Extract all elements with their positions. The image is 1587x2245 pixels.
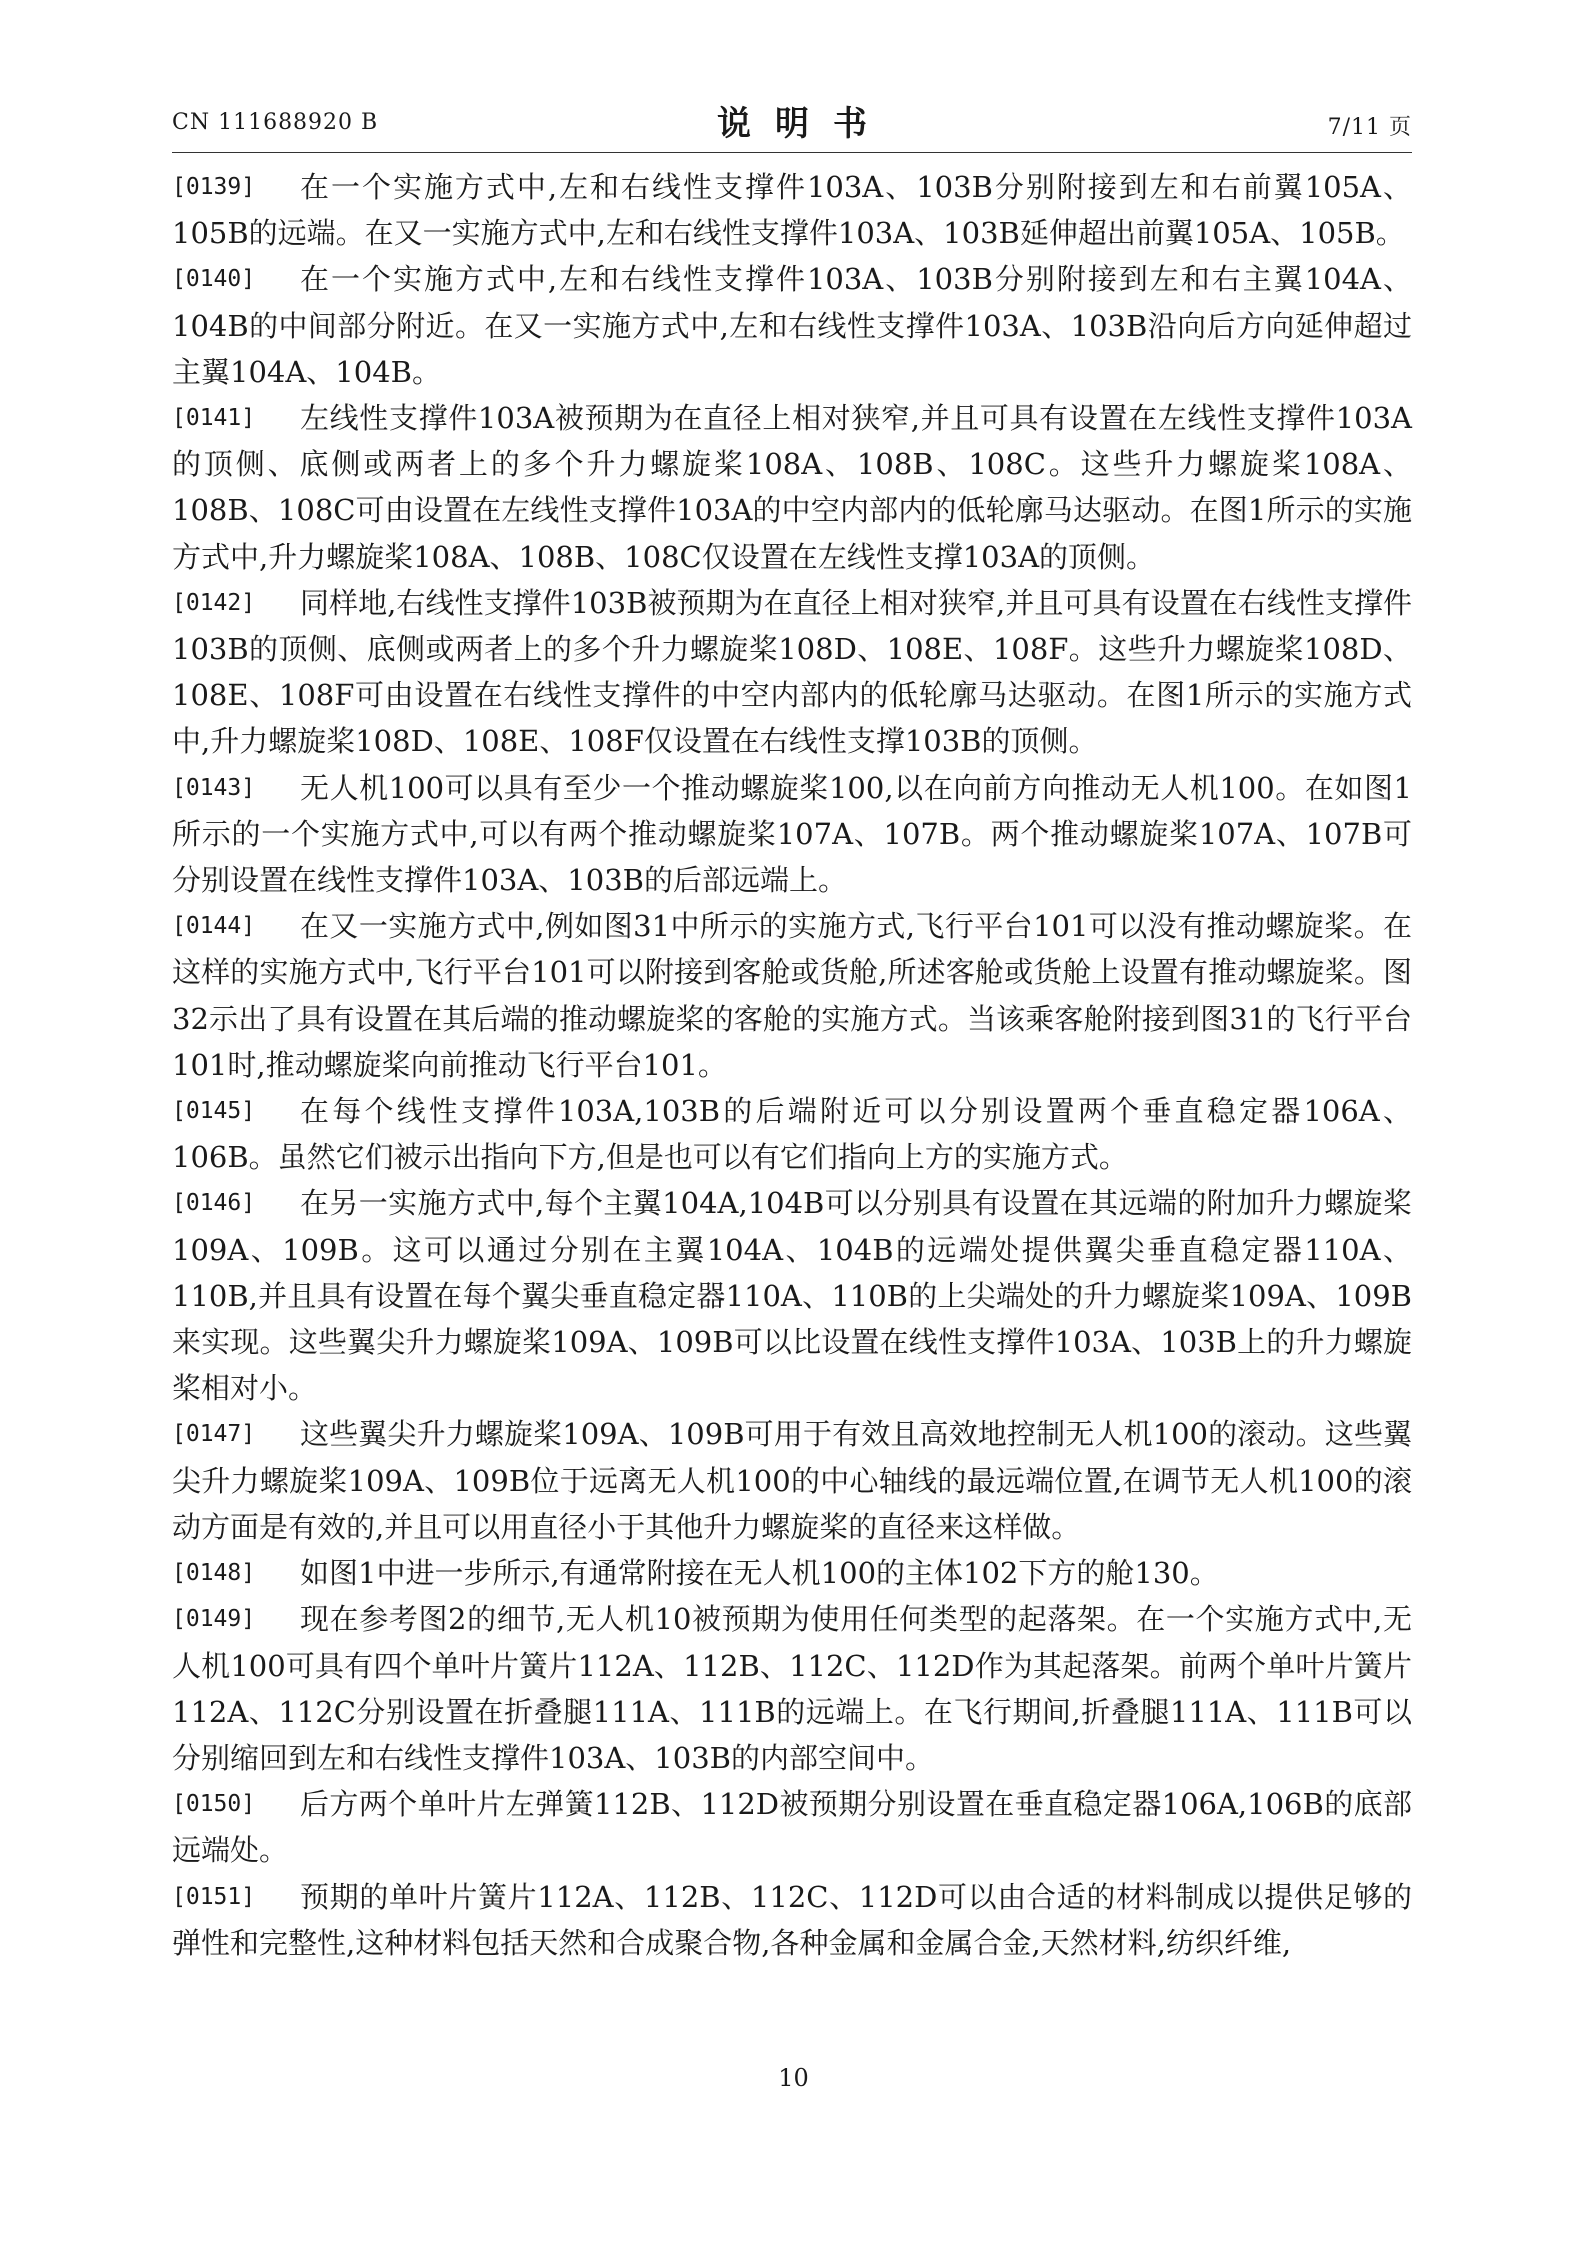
paragraph-text: 现在参考图2的细节,无人机10被预期为使用任何类型的起落架。在一个实施方式中,无人机100可具有四个单叶片簧片112A、112B、112C、112D作为其起落架。前两个单叶片簧片112A、112C分别设置在折叠腿111A、111B的远端上。在飞行期间,折叠腿111A、111B可以分别缩回到左和右线性支撑件103A、103B的内部空间中。 (172, 1602, 1412, 1775)
paragraph-text: 在又一实施方式中,例如图31中所示的实施方式,飞行平台101可以没有推动螺旋桨。在这样的实施方式中,飞行平台101可以附接到客舱或货舱,所述客舱或货舱上设置有推动螺旋桨。图32示出了具有设置在其后端的推动螺旋桨的客舱的实施方式。当该乘客舱附接到图31的飞行平台101时,推动螺旋桨向前推动飞行平台101。 (172, 909, 1412, 1082)
paragraph-number: [0143] (172, 774, 256, 801)
paragraph-0151 (172, 1874, 1412, 1966)
paragraph-0146 (172, 1180, 1412, 1411)
paragraph-text: 在每个线性支撑件103A,103B的后端附近可以分别设置两个垂直稳定器106A、106B。虽然它们被示出指向下方,但是也可以有它们指向上方的实施方式。 (172, 1094, 1412, 1175)
paragraph-text: 这些翼尖升力螺旋桨109A、109B可用于有效且高效地控制无人机100的滚动。这些翼尖升力螺旋桨109A、109B位于远离无人机100的中心轴线的最远端位置,在调节无人机100的滚动方面是有效的,并且可以用直径小于其他升力螺旋桨的直径来这样做。 (172, 1417, 1412, 1544)
paragraph-text: 后方两个单叶片左弹簧112B、112D被预期分别设置在垂直稳定器106A,106B的底部远端处。 (172, 1787, 1412, 1868)
paragraph-text: 在一个实施方式中,左和右线性支撑件103A、103B分别附接到左和右前翼105A、105B的远端。在又一实施方式中,左和右线性支撑件103A、103B延伸超出前翼105A、105B。 (172, 170, 1412, 251)
paragraph-number: [0141] (172, 405, 256, 432)
paragraph-0149 (172, 1596, 1412, 1781)
page-label: 7/11 页 (1327, 115, 1412, 140)
paragraph-0144 (172, 903, 1412, 1088)
paragraph-text: 无人机100可以具有至少一个推动螺旋桨100,以在向前方向推动无人机100。在如图1所示的一个实施方式中,可以有两个推动螺旋桨107A、107B。两个推动螺旋桨107A、107B可分别设置在线性支撑件103A、103B的后部远端上。 (172, 770, 1412, 898)
paragraph-number: [0139] (172, 174, 256, 200)
paragraph-text: 在一个实施方式中,左和右线性支撑件103A、103B分别附接到左和右主翼104A、104B的中间部分附近。在又一实施方式中,左和右线性支撑件103A、103B沿向后方向延伸超过主翼104A、104B。 (172, 262, 1412, 389)
paragraph-number: [0147] (172, 1421, 256, 1448)
paragraph-text: 在另一实施方式中,每个主翼104A,104B可以分别具有设置在其远端的附加升力螺旋桨109A、109B。这可以通过分别在主翼104A、104B的远端处提供翼尖垂直稳定器110A、110B,并且具有设置在每个翼尖垂直稳定器110A、110B的上尖端处的升力螺旋桨109A、109B来实现。这些翼尖升力螺旋桨109A、109B可以比设置在线性支撑件103A、103B上的升力螺旋桨相对小。 (172, 1186, 1412, 1406)
header-rule (172, 152, 1412, 153)
paragraph-0150 (172, 1781, 1412, 1873)
paragraph-0139 (172, 164, 1412, 256)
paragraph-number: [0151] (172, 1883, 256, 1910)
paragraph-text: 同样地,右线性支撑件103B被预期为在直径上相对狭窄,并且可具有设置在右线性支撑件103B的顶侧、底侧或两者上的多个升力螺旋桨108D、108E、108F。这些升力螺旋桨108D、108E、108F可由设置在右线性支撑件的中空内部内的低轮廓马达驱动。在图1所示的实施方式中,升力螺旋桨108D、108E、108F仅设置在右线性支撑103B的顶侧。 (172, 585, 1412, 759)
paragraph-number: [0142] (172, 589, 256, 616)
paragraph-0147 (172, 1411, 1412, 1550)
page-number: 10 (778, 2064, 809, 2092)
paragraph-number: [0146] (172, 1190, 256, 1217)
paragraph-number: [0148] (172, 1560, 256, 1587)
paragraph-text: 左线性支撑件103A被预期为在直径上相对狭窄,并且可具有设置在左线性支撑件103A的顶侧、底侧或两者上的多个升力螺旋桨108A、108B、108C。这些升力螺旋桨108A、108B、108C可由设置在左线性支撑件103A的中空内部内的低轮廓马达驱动。在图1所示的实施方式中,升力螺旋桨108A、108B、108C仅设置在左线性支撑103A的顶侧。 (172, 401, 1412, 574)
paragraph-0148 (172, 1550, 1412, 1596)
patent-number: CN 111688920 B (172, 110, 379, 135)
paragraph-number: [0144] (172, 913, 256, 940)
document-title: 说明书 (717, 104, 891, 144)
paragraph-number: [0149] (172, 1606, 256, 1633)
paragraph-number: [0145] (172, 1098, 256, 1125)
paragraph-text: 预期的单叶片簧片112A、112B、112C、112D可以由合适的材料制成以提供足够的弹性和完整性,这种材料包括天然和合成聚合物,各种金属和金属合金,天然材料,纺织纤维, (172, 1879, 1412, 1960)
paragraph-0140 (172, 256, 1412, 395)
document-body (172, 164, 1412, 1966)
paragraph-number: [0140] (172, 266, 256, 293)
paragraph-0142 (172, 580, 1412, 765)
page-header (172, 96, 1412, 152)
paragraph-number: [0150] (172, 1791, 256, 1818)
paragraph-0145 (172, 1088, 1412, 1180)
paragraph-0141 (172, 395, 1412, 580)
paragraph-0143 (172, 765, 1412, 904)
paragraph-text: 如图1中进一步所示,有通常附接在无人机100的主体102下方的舱130。 (300, 1556, 1219, 1591)
